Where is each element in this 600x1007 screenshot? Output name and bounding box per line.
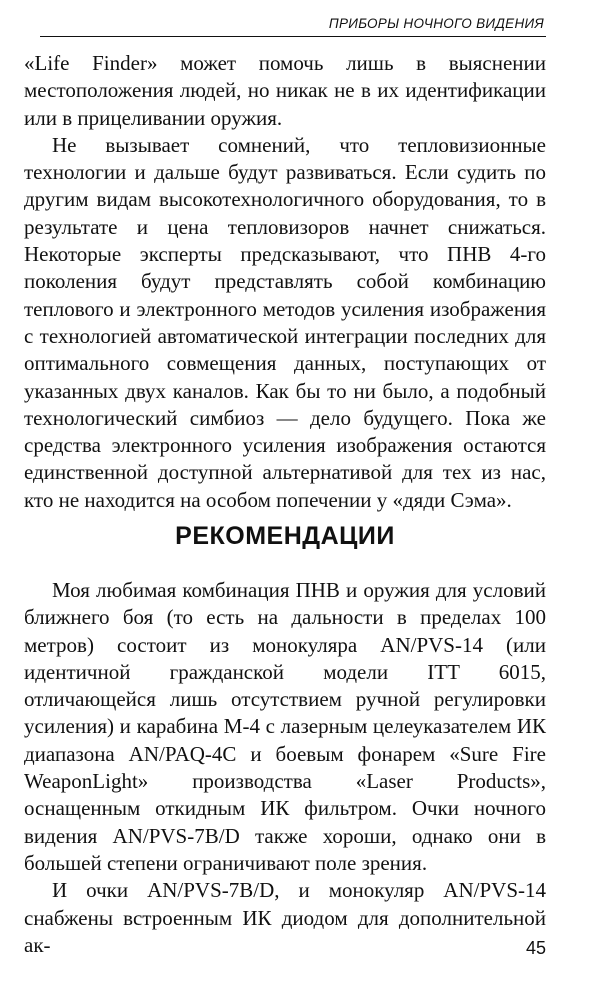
paragraph: Моя любимая комбинация ПНВ и оружия для условий ближнего боя (то есть на дальности в пределах 100 метров) состоит из монокуляра AN/PVS-14 (или идентичной гражданской модели ITT 6015, отличающейся лишь отсутствием ручной регулировки усиления) и карабина М-4 с лазерным целеуказателем ИК диапазона AN/PAQ-4C и боевым фонарем «Sure Fire WeaponLight» производства «Laser Products», оснащенным откидным ИК фильтром. Очки ночного видения AN/PVS-7B/D также хороши, однако они в большей степени ограничивают поле зрения. (24, 578, 546, 875)
paragraph: И очки AN/PVS-7B/D, и монокуляр AN/PVS-14 снабжены встроенным ИК диодом для дополнительной ак- (24, 878, 546, 957)
page-number: 45 (525, 938, 546, 958)
section-heading: РЕКОМЕНДАЦИИ (175, 522, 395, 550)
running-header (40, 14, 546, 37)
paragraph-continued: «Life Finder» может помочь лишь в выяснении местоположения людей, но никак не в их идентификации или в прицеливании оружия. (24, 51, 546, 130)
intro-text-block (24, 50, 546, 514)
running-header-title: ПРИБОРЫ НОЧНОГО ВИДЕНИЯ (328, 16, 544, 31)
paragraph: Не вызывает сомнений, что тепловизионные технологии и дальше будут развиваться. Если судить по другим видам высокотехнологичного оборудования, то в результате и цена тепловизоров начнет снижаться. Некоторые эксперты предсказывают, что ПНВ 4-го поколения будут представлять собой комбинацию теплового и электронного методов усиления изображения с технологией автоматической интеграции последних для оптимального совмещения данных, поступающих от указанных двух каналов. Как бы то ни было, а подобный технологический симбиоз — дело будущего. Пока же средства электронного усиления изображения остаются единственной доступной альтернативой для тех из нас, кто не находится на особом попечении у «дяди Сэма». (24, 132, 546, 512)
section-text-block (24, 577, 546, 959)
